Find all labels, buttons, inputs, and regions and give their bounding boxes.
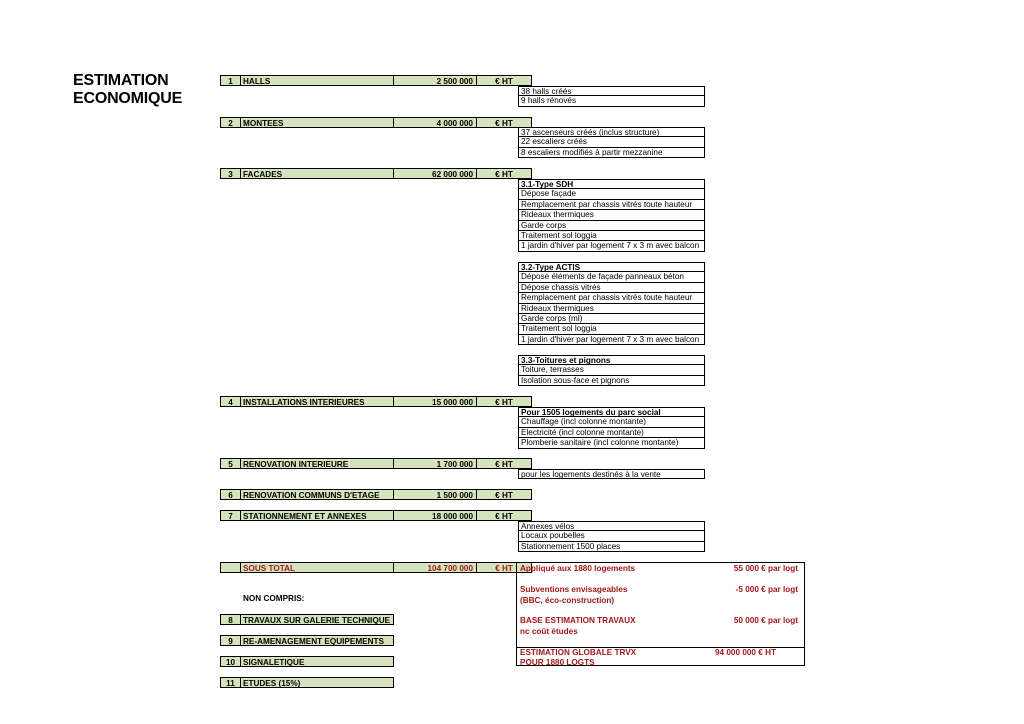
detail-list-facades-sdh <box>518 179 705 252</box>
summary-base-label-2: nc coût études <box>520 627 578 636</box>
item-amount: 1 700 000 <box>394 458 477 469</box>
item-amount: 1 500 000 <box>394 489 477 500</box>
detail-list-renovation <box>518 469 705 479</box>
subtotal-label: SOUS TOTAL <box>241 562 394 573</box>
item-label: RENOVATION INTERIEURE <box>241 458 394 469</box>
detail-item: Traitement sol loggia <box>518 324 705 334</box>
item-currency: € HT <box>477 510 532 521</box>
summary-global-value: 94 000 000 € HT <box>715 648 776 657</box>
item-label: MONTEES <box>241 117 394 128</box>
detail-item: Dépose éléments de façade panneaux béton <box>518 272 705 282</box>
subtotal-currency: € HT <box>477 562 532 573</box>
detail-item: 38 halls créés <box>518 86 705 96</box>
item-number: 4 <box>220 396 241 407</box>
summary-base-label-1: BASE ESTIMATION TRAVAUX <box>520 616 636 625</box>
detail-item: Remplacement par chassis vitrés toute hauteur <box>518 200 705 210</box>
item-row-renovation-communs <box>220 489 532 500</box>
detail-item: 9 halls rénovés <box>518 96 705 106</box>
item-amount: 18 000 000 <box>394 510 477 521</box>
item-amount: 15 000 000 <box>394 396 477 407</box>
excluded-row-equipements <box>220 635 394 646</box>
detail-item: Toiture, terrasses <box>518 365 705 375</box>
item-number: 7 <box>220 510 241 521</box>
summary-box <box>516 562 805 666</box>
summary-base-value: 50 000 € par logt <box>733 616 798 625</box>
item-currency: € HT <box>477 117 532 128</box>
detail-item: pour les logements destinés à la vente <box>518 469 705 479</box>
detail-item: Garde corps <box>518 221 705 231</box>
item-currency: € HT <box>477 75 532 86</box>
detail-item: Chauffage (incl colonne montante) <box>518 417 705 427</box>
detail-item: Remplacement par chassis vitrés toute hauteur <box>518 293 705 303</box>
excluded-label: SIGNALETIQUE <box>241 656 394 667</box>
non-compris-label: NON COMPRIS: <box>243 594 305 603</box>
excluded-label: ETUDES (15%) <box>241 677 394 688</box>
item-number: 5 <box>220 458 241 469</box>
summary-subventions-value: -5 000 € par logt <box>735 585 798 594</box>
detail-item: 37 ascenseurs créés (inclus structure) <box>518 127 705 137</box>
detail-list-installations <box>518 407 705 449</box>
detail-item: Garde corps (ml) <box>518 314 705 324</box>
summary-applied-label: Appliqué aux 1880 logements <box>520 564 636 573</box>
detail-header: 3.2-Type ACTIS <box>518 262 705 272</box>
detail-item: Dépose chassis vitrés <box>518 283 705 293</box>
item-row-facades <box>220 168 532 179</box>
item-currency: € HT <box>477 489 532 500</box>
detail-item: 8 escaliers modifiés à partir mezzanine <box>518 148 705 158</box>
detail-header: 3.3-Toitures et pignons <box>518 355 705 365</box>
detail-header: Pour 1505 logements du parc social <box>518 407 705 417</box>
detail-item: Locaux poubelles <box>518 531 705 541</box>
item-label: STATIONNEMENT ET ANNEXES <box>241 510 394 521</box>
item-row-halls <box>220 75 532 86</box>
summary-subventions-label-2: (BBC, éco-construction) <box>520 596 615 605</box>
excluded-row-galerie <box>220 614 394 625</box>
detail-list-toitures <box>518 355 705 386</box>
item-label: INSTALLATIONS INTERIEURES <box>241 396 394 407</box>
item-amount: 4 000 000 <box>394 117 477 128</box>
detail-item: Rideaux thermiques <box>518 304 705 314</box>
subtotal-number <box>220 562 241 573</box>
detail-list-facades-actis <box>518 262 705 345</box>
excluded-row-signaletique <box>220 656 394 667</box>
detail-list-halls <box>518 86 705 107</box>
detail-item: Annexes vélos <box>518 521 705 531</box>
excluded-number: 8 <box>220 614 241 625</box>
detail-item: Dépose façade <box>518 189 705 199</box>
summary-subventions-label-1: Subventions envisageables <box>520 585 628 594</box>
item-currency: € HT <box>477 168 532 179</box>
summary-global-label-2: POUR 1880 LOGTS <box>520 658 595 667</box>
detail-item: Rideaux thermiques <box>518 210 705 220</box>
excluded-number: 10 <box>220 656 241 667</box>
detail-list-montees <box>518 127 705 158</box>
page-title <box>73 72 182 108</box>
detail-item: Isolation sous-face et pignons <box>518 376 705 386</box>
item-currency: € HT <box>477 458 532 469</box>
subtotal-amount: 104 700 000 <box>394 562 477 573</box>
detail-item: Plomberie sanitaire (incl colonne montante) <box>518 438 705 448</box>
excluded-number: 11 <box>220 677 241 688</box>
item-number: 1 <box>220 75 241 86</box>
item-row-montees <box>220 117 532 128</box>
item-number: 6 <box>220 489 241 500</box>
detail-item: 1 jardin d'hiver par logement 7 x 3 m avec balcon <box>518 241 705 251</box>
item-currency: € HT <box>477 396 532 407</box>
subtotal-row <box>220 562 532 573</box>
item-label: HALLS <box>241 75 394 86</box>
excluded-label: RE-AMENAGEMENT EQUIPEMENTS <box>241 635 394 646</box>
excluded-label: TRAVAUX SUR GALERIE TECHNIQUE <box>241 614 394 625</box>
item-row-installations <box>220 396 532 407</box>
summary-global-label-1: ESTIMATION GLOBALE TRVX <box>520 648 637 657</box>
excluded-number: 9 <box>220 635 241 646</box>
detail-item: Stationnement 1500 places <box>518 542 705 552</box>
detail-item: 1 jardin d'hiver par logement 7 x 3 m avec balcon <box>518 335 705 345</box>
summary-applied-value: 55 000 € par logt <box>733 564 798 573</box>
item-label: RENOVATION COMMUNS D'ETAGE <box>241 489 394 500</box>
item-number: 3 <box>220 168 241 179</box>
title-line-2: ECONOMIQUE <box>73 90 183 107</box>
item-amount: 62 000 000 <box>394 168 477 179</box>
detail-item: Electricité (incl colonne montante) <box>518 428 705 438</box>
detail-item: Traitement sol loggia <box>518 231 705 241</box>
detail-list-stationnement <box>518 521 705 552</box>
detail-item: 22 escaliers créés <box>518 137 705 147</box>
title-line-1: ESTIMATION <box>73 72 169 89</box>
excluded-row-etudes <box>220 677 394 688</box>
item-label: FACADES <box>241 168 394 179</box>
detail-header: 3.1-Type SDH <box>518 179 705 189</box>
item-number: 2 <box>220 117 241 128</box>
item-row-renovation-interieure <box>220 458 532 469</box>
item-row-stationnement <box>220 510 532 521</box>
item-amount: 2 500 000 <box>394 75 477 86</box>
